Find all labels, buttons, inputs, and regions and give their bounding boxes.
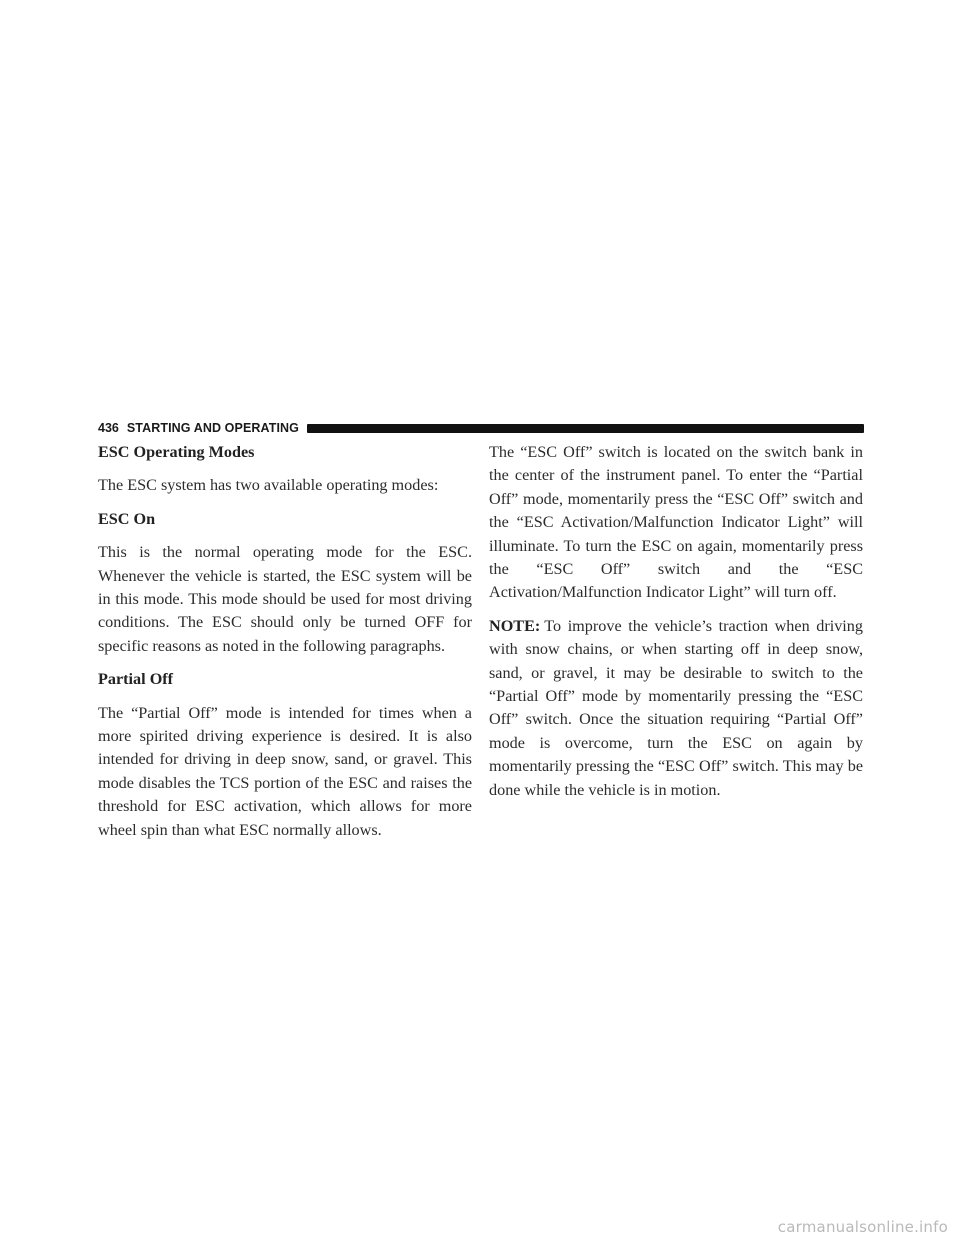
esc-on-paragraph: This is the normal operating mode for the ESC. Whenever the vehicle is started, the ESC system will be in this mode. This mode should be used for most driving conditions. The ESC should only be turned OFF for specific reasons as noted in the following paragraphs. [98, 543, 472, 655]
right-column [489, 441, 863, 812]
header-rule [307, 424, 864, 433]
partial-off-paragraph: The “Partial Off” mode is intended for times when a more spirited driving experience is desired. It is also intended for driving in deep snow, sand, or gravel. This mode disables the TCS portion of the ESC and raises the threshold for ESC activation, which allows for more wheel spin than what ESC normally allows. [98, 703, 472, 839]
intro-paragraph: The ESC system has two available operating modes: [98, 476, 439, 495]
esc-off-switch-paragraph: The “ESC Off” switch is located on the switch bank in the center of the instrument panel. To enter the “Partial Off” mode, momentarily press the “ESC Off” switch and the “ESC Activation/Malfunction Indicator Light” will illuminate. To turn the ESC on again, momentarily press the “ESC Off” switch and the “ESC Activation/Malfunction Indicator Light” will turn off. [489, 443, 863, 602]
heading-esc-operating-modes: ESC Operating Modes [98, 443, 255, 461]
watermark-text: carmanualsonline.info [777, 1218, 948, 1236]
note-paragraph [489, 615, 863, 802]
page-number: 436 [98, 421, 119, 435]
note-label: NOTE: [489, 616, 541, 635]
running-header [98, 419, 864, 437]
section-title: STARTING AND OPERATING [126, 421, 299, 435]
note-text: To improve the vehicle’s traction when driving with snow chains, or when starting off in deep snow, sand, or gravel, it may be desirable to switch to the “Partial Off” mode by momentarily pressing the “ESC Off” switch. Once the situation requiring “Partial Off” mode is overcome, turn the ESC on again by momentarily pressing the “ESC Off” switch. This may be done while the vehicle is in motion. [489, 616, 863, 799]
heading-partial-off: Partial Off [98, 670, 174, 689]
heading-esc-on: ESC On [98, 509, 156, 528]
left-column [98, 441, 472, 852]
